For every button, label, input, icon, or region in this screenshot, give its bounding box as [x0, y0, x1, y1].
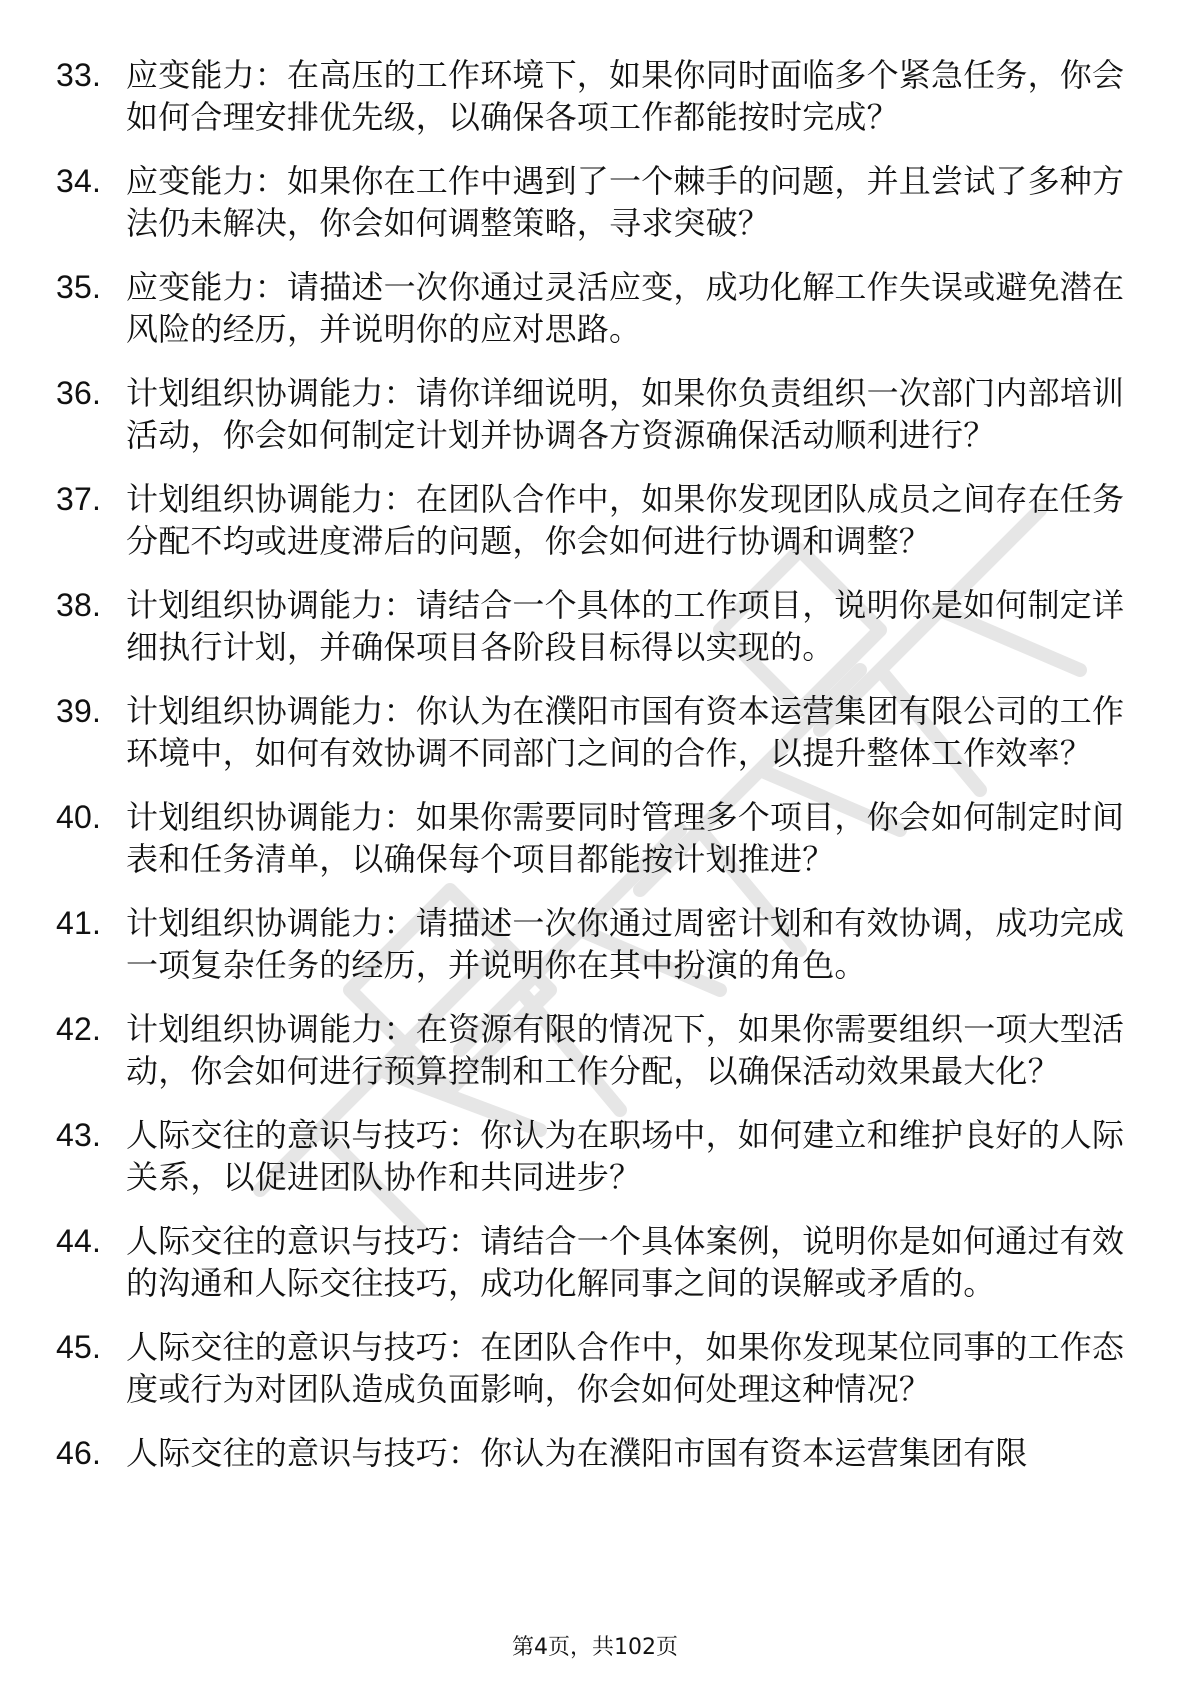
question-text: 应变能力：如果你在工作中遇到了一个棘手的问题，并且尝试了多种方法仍未解决，你会如何调整策略，寻求突破？	[126, 162, 1125, 242]
question-text: 计划组织协调能力：请你详细说明，如果你负责组织一次部门内部培训活动，你会如何制定计划并协调各方资源确保活动顺利进行？	[126, 374, 1125, 454]
question-text: 计划组织协调能力：请结合一个具体的工作项目，说明你是如何制定详细执行计划，并确保项目各阶段目标得以实现的。	[126, 586, 1125, 666]
question-item	[56, 266, 1136, 350]
question-item	[56, 796, 1136, 880]
question-number: 41.	[56, 905, 102, 941]
question-item	[56, 1008, 1136, 1092]
question-text: 应变能力：请描述一次你通过灵活应变，成功化解工作失误或避免潜在风险的经历，并说明你的应对思路。	[126, 268, 1125, 348]
question-text: 人际交往的意识与技巧：请结合一个具体案例，说明你是如何通过有效的沟通和人际交往技巧，成功化解同事之间的误解或矛盾的。	[126, 1222, 1125, 1302]
question-number: 40.	[56, 799, 102, 835]
question-text: 应变能力：在高压的工作环境下，如果你同时面临多个紧急任务，你会如何合理安排优先级，以确保各项工作都能按时完成？	[126, 56, 1125, 136]
question-item	[56, 690, 1136, 774]
question-number: 43.	[56, 1117, 102, 1153]
question-text: 计划组织协调能力：请描述一次你通过周密计划和有效协调，成功完成一项复杂任务的经历，并说明你在其中扮演的角色。	[126, 904, 1125, 984]
question-item	[56, 584, 1136, 668]
question-text: 人际交往的意识与技巧：你认为在濮阳市国有资本运营集团有限	[126, 1434, 1028, 1472]
question-item	[56, 54, 1136, 138]
question-text: 计划组织协调能力：在团队合作中，如果你发现团队成员之间存在任务分配不均或进度滞后的问题，你会如何进行协调和调整？	[126, 480, 1125, 560]
question-item	[56, 902, 1136, 986]
question-number: 37.	[56, 481, 102, 517]
question-item	[56, 478, 1136, 562]
question-number: 42.	[56, 1011, 102, 1047]
question-number: 45.	[56, 1329, 102, 1365]
question-text: 计划组织协调能力：在资源有限的情况下，如果你需要组织一项大型活动，你会如何进行预算控制和工作分配，以确保活动效果最大化？	[126, 1010, 1125, 1090]
question-text: 人际交往的意识与技巧：在团队合作中，如果你发现某位同事的工作态度或行为对团队造成负面影响，你会如何处理这种情况？	[126, 1328, 1125, 1408]
question-item	[56, 1432, 1136, 1474]
question-number: 33.	[56, 57, 102, 93]
question-number: 38.	[56, 587, 102, 623]
question-text: 计划组织协调能力：你认为在濮阳市国有资本运营集团有限公司的工作环境中，如何有效协调不同部门之间的合作，以提升整体工作效率？	[126, 692, 1125, 772]
question-number: 44.	[56, 1223, 102, 1259]
question-item	[56, 1220, 1136, 1304]
question-list	[56, 54, 1136, 1496]
question-number: 39.	[56, 693, 102, 729]
question-item	[56, 1326, 1136, 1410]
question-item	[56, 160, 1136, 244]
question-item	[56, 372, 1136, 456]
question-item	[56, 1114, 1136, 1198]
page-footer: 第4页，共102页	[512, 1635, 678, 1660]
question-number: 34.	[56, 163, 102, 199]
question-text: 人际交往的意识与技巧：你认为在职场中，如何建立和维护良好的人际关系，以促进团队协作和共同进步？	[126, 1116, 1125, 1196]
question-number: 36.	[56, 375, 102, 411]
question-number: 35.	[56, 269, 102, 305]
question-number: 46.	[56, 1435, 102, 1471]
question-text: 计划组织协调能力：如果你需要同时管理多个项目，你会如何制定时间表和任务清单，以确保每个项目都能按计划推进？	[126, 798, 1125, 878]
